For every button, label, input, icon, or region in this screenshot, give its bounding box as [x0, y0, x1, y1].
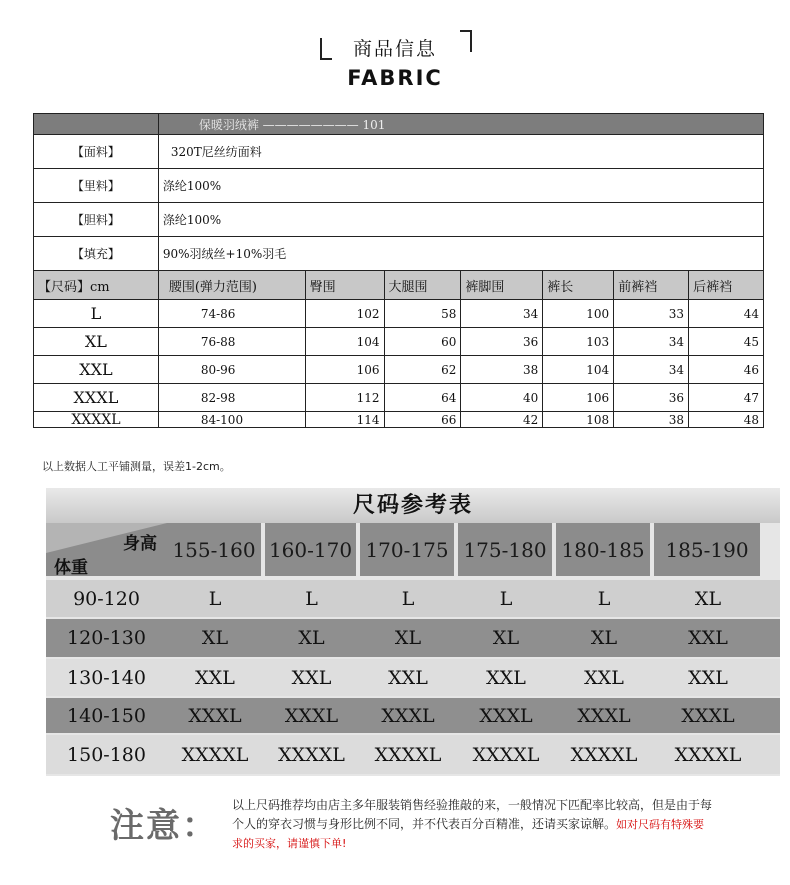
- notice-text: 以上尺码推荐均由店主多年服装销售经验推敲的来，一般情况下匹配率比较高，但是由于每个人的穿衣习惯与身形比例不同，并不代表百分百精准，还请买家谅解。: [232, 798, 713, 831]
- measure-cell: 62: [384, 356, 461, 384]
- size-recommendation-cell: L: [597, 587, 611, 610]
- weight-row-label: 150-180: [67, 743, 146, 766]
- size-recommendation-cell: XL: [492, 627, 520, 649]
- column-header: 臀围: [305, 271, 384, 300]
- size-cell: XXL: [34, 356, 159, 384]
- height-column-header: 180-185: [556, 523, 650, 576]
- height-column-header: 155-160: [167, 523, 261, 576]
- material-label: 【里料】: [34, 169, 159, 203]
- measure-cell: 66: [384, 412, 461, 428]
- size-cell: XXXXL: [34, 412, 159, 428]
- weight-row-label: 90-120: [73, 587, 140, 610]
- size-row: [34, 300, 764, 328]
- size-cell: XXXL: [34, 384, 159, 412]
- weight-row-label: 130-140: [67, 666, 146, 689]
- size-recommendation-cell: XL: [694, 587, 722, 610]
- size-row: [34, 412, 764, 428]
- measure-cell: 33: [614, 300, 689, 328]
- size-recommendation-cell: XXL: [486, 666, 526, 689]
- product-name: 保暖羽绒裤 ———————— 101: [158, 114, 763, 135]
- size-row: [34, 328, 764, 356]
- size-recommendation-cell: XXL: [688, 627, 728, 649]
- measure-cell: 80-96: [158, 356, 305, 384]
- chart-corner: [46, 523, 167, 576]
- measure-cell: 104: [305, 328, 384, 356]
- size-recommendation-cell: XXXL: [681, 704, 735, 727]
- material-value: 320T尼丝纺面料: [158, 135, 763, 169]
- corner-height-label: 身高: [123, 534, 157, 554]
- measure-cell: 114: [305, 412, 384, 428]
- size-recommendation-cell: XXXL: [577, 704, 631, 727]
- size-header-row: [34, 271, 764, 300]
- size-recommendation-cell: XL: [590, 627, 618, 649]
- size-row: [34, 356, 764, 384]
- measure-cell: 38: [614, 412, 689, 428]
- size-recommendation-cell: XXXL: [479, 704, 533, 727]
- column-header: 【尺码】cm: [34, 271, 159, 300]
- measurement-note: 以上数据人工平铺测量，误差1-2cm。: [42, 460, 231, 473]
- measure-cell: 106: [543, 384, 614, 412]
- material-row: [34, 203, 764, 237]
- size-recommendation-cell: XL: [394, 627, 422, 649]
- column-header: 前裤裆: [614, 271, 689, 300]
- height-column-header: 175-180: [458, 523, 552, 576]
- column-header: 后裤裆: [689, 271, 764, 300]
- measure-cell: 48: [689, 412, 764, 428]
- measure-cell: 46: [689, 356, 764, 384]
- section-title: 商品信息: [352, 38, 437, 60]
- notice-body: [232, 796, 712, 853]
- material-row: [34, 169, 764, 203]
- measure-cell: 104: [543, 356, 614, 384]
- size-chart-title: 尺码参考表: [46, 488, 780, 523]
- corner-weight-label: 体重: [54, 558, 88, 576]
- measure-cell: 34: [461, 300, 543, 328]
- size-recommendation-cell: XXXXL: [181, 743, 249, 766]
- measure-cell: 64: [384, 384, 461, 412]
- material-value: 涤纶100%: [158, 203, 763, 237]
- measure-cell: 36: [461, 328, 543, 356]
- size-recommendation-cell: XXXXL: [278, 743, 345, 766]
- measure-cell: 34: [614, 328, 689, 356]
- size-recommendation-cell: XXXXL: [472, 743, 540, 766]
- material-label: 【填充】: [34, 237, 159, 271]
- size-recommendation-cell: XXXXL: [374, 743, 442, 766]
- size-recommendation-cell: XXXL: [284, 704, 339, 727]
- weight-row-label: 140-150: [67, 704, 146, 727]
- title-bracket-right: [460, 30, 472, 52]
- measure-cell: 74-86: [158, 300, 305, 328]
- measure-cell: 40: [461, 384, 543, 412]
- size-recommendation-cell: XXXXL: [674, 743, 742, 766]
- measure-cell: 112: [305, 384, 384, 412]
- size-cell: L: [34, 300, 159, 328]
- measure-cell: 82-98: [158, 384, 305, 412]
- fabric-table: [33, 113, 764, 428]
- measure-cell: 60: [384, 328, 461, 356]
- size-recommendation-cell: XXL: [584, 666, 624, 689]
- measure-cell: 100: [543, 300, 614, 328]
- material-label: 【胆料】: [34, 203, 159, 237]
- size-recommendation-cell: XL: [201, 627, 229, 649]
- weight-row-label: 120-130: [67, 627, 146, 649]
- measure-cell: 102: [305, 300, 384, 328]
- section-subtitle: FABRIC: [347, 66, 443, 90]
- measure-cell: 44: [689, 300, 764, 328]
- measure-cell: 106: [305, 356, 384, 384]
- size-recommendation-cell: XXXL: [188, 704, 242, 727]
- measure-cell: 47: [689, 384, 764, 412]
- measure-cell: 58: [384, 300, 461, 328]
- measure-cell: 36: [614, 384, 689, 412]
- height-column-header: 185-190: [654, 523, 760, 576]
- column-header: 腰围(弹力范围): [158, 271, 305, 300]
- size-recommendation-cell: L: [208, 587, 222, 610]
- size-recommendation-cell: XXXXL: [570, 743, 638, 766]
- size-recommendation-cell: XXXL: [381, 704, 435, 727]
- column-header: 大腿围: [384, 271, 461, 300]
- measure-cell: 76-88: [158, 328, 305, 356]
- size-recommendation-cell: XXL: [291, 666, 332, 689]
- measure-cell: 34: [614, 356, 689, 384]
- material-value: 90%羽绒丝+10%羽毛: [158, 237, 763, 271]
- measure-cell: 45: [689, 328, 764, 356]
- column-header: 裤长: [543, 271, 614, 300]
- material-row: [34, 135, 764, 169]
- notice-heading: 注意：: [110, 806, 218, 846]
- size-cell: XL: [34, 328, 159, 356]
- material-row: [34, 237, 764, 271]
- measure-cell: 108: [543, 412, 614, 428]
- measure-cell: 42: [461, 412, 543, 428]
- measure-cell: 38: [461, 356, 543, 384]
- measure-cell: 103: [543, 328, 614, 356]
- material-value: 涤纶100%: [158, 169, 763, 203]
- height-column-header: 160-170: [265, 523, 356, 576]
- height-column-header: 170-175: [360, 523, 454, 576]
- measure-cell: 84-100: [158, 412, 305, 428]
- size-recommendation-cell: L: [401, 587, 415, 610]
- size-recommendation-cell: XXL: [388, 666, 428, 689]
- size-recommendation-cell: XL: [298, 627, 325, 649]
- size-row: [34, 384, 764, 412]
- column-header: 裤脚围: [461, 271, 543, 300]
- size-recommendation-cell: XXL: [688, 666, 728, 689]
- size-recommendation-cell: L: [499, 587, 513, 610]
- size-recommendation-cell: XXL: [195, 666, 235, 689]
- notice-warning: 如对尺码有特殊要求的买家，请谨慎下单!: [232, 818, 705, 850]
- material-label: 【面料】: [34, 135, 159, 169]
- product-row: [34, 114, 764, 135]
- size-recommendation-cell: L: [305, 587, 318, 610]
